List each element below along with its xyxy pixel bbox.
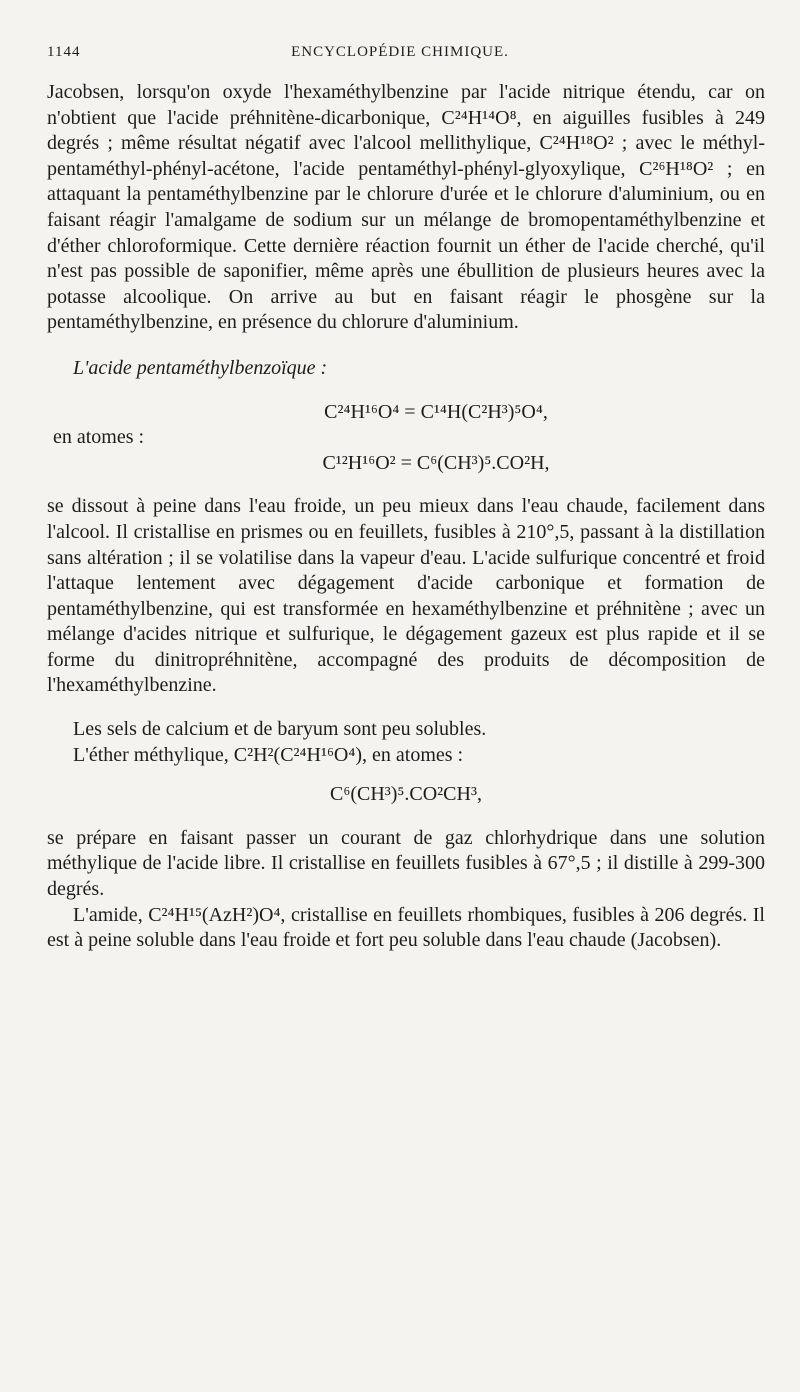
running-title: ENCYCLOPÉDIE CHIMIQUE. [291, 44, 509, 60]
paragraph-salts: Les sels de calcium et de baryum sont peu solubles. [73, 718, 487, 741]
paragraph-ether-preparation: se prépare en faisant passer un courant de gaz chlorhydrique dans une solution méthylique de l'acide libre. Il cristallise en feuillets fusibles à 67°,5 ; il distille à 299-300 degrés. [47, 826, 765, 901]
heading-text: L'acide pentaméthylbenzoïque : [73, 356, 328, 379]
formula-methyl-ether: C⁶(CH³)⁵.CO²CH³, [330, 783, 482, 806]
formula-equivalents: C²⁴H¹⁶O⁴ = C¹⁴H(C²H³)⁵O⁴, [324, 400, 548, 423]
section-heading-pentamethylbenzoic-acid [47, 356, 765, 382]
paragraph-jacobsen-oxidation: Jacobsen, lorsqu'on oxyde l'hexaméthylbenzine par l'acide nitrique étendu, car on n'obtient que l'acide préhnitène-dicarbonique, C²⁴H¹⁴O⁸, en aiguilles fusibles à 249 degrés ; même résultat négatif avec l'alcool mellithylique, C²⁴H¹⁸O² ; avec le méthyl-pentaméthyl-phényl-acétone, l'acide pentaméthyl-phényl-glyoxylique, C²⁶H¹⁸O² ; en attaquant la pentaméthylbenzine par le chlorure d'urée et le chlorure d'aluminium, ou en faisant réagir l'amalgame de sodium sur un mélange de bromopentaméthylbenzine et d'éther chloroformique. Cette dernière réaction fournit un éther de l'acide cherché, qu'il n'est pas possible de saponifier, même après une ébullition de plusieurs heures avec la potasse alcoolique. On arrive au but en faisant réagir le phosgène sur la pentaméthylbenzine, en présence du chlorure d'aluminium. [47, 81, 765, 334]
formula-atomes: C¹²H¹⁶O² = C⁶(CH³)⁵.CO²H, [322, 451, 550, 474]
paragraph-amide: L'amide, C²⁴H¹⁵(AzH²)O⁴, cristallise en feuillets rhombiques, fusibles à 206 degrés. Il est à peine soluble dans l'eau froide et fort peu soluble dans l'eau chaude (Jacobsen). [47, 903, 765, 952]
paragraph-methyl-ether: L'éther méthylique, C²H²(C²⁴H¹⁶O⁴), en atomes : [73, 743, 464, 766]
page-body [47, 80, 765, 954]
page-header [47, 44, 753, 64]
page-number: 1144 [47, 44, 81, 60]
paragraph-properties: se dissout à peine dans l'eau froide, un peu mieux dans l'eau chaude, facilement dans l'alcool. Il cristallise en prismes ou en feuillets, fusibles à 210°,5, passant à la distillation sans altération ; il se volatilise dans la vapeur d'eau. L'acide sulfurique concentré et froid l'attaque lentement avec dégagement d'acide carbonique et formation de pentaméthylbenzine, qui est transformée en hexaméthylbenzine et préhnitène ; avec un mélange d'acides nitrique et sulfurique, le dégagement gazeux est plus rapide et il se forme du dinitropréhnitène, accompagné des produits de décomposition de l'hexaméthylbenzine. [47, 495, 765, 697]
label-en-atomes: en atomes : [53, 426, 145, 449]
